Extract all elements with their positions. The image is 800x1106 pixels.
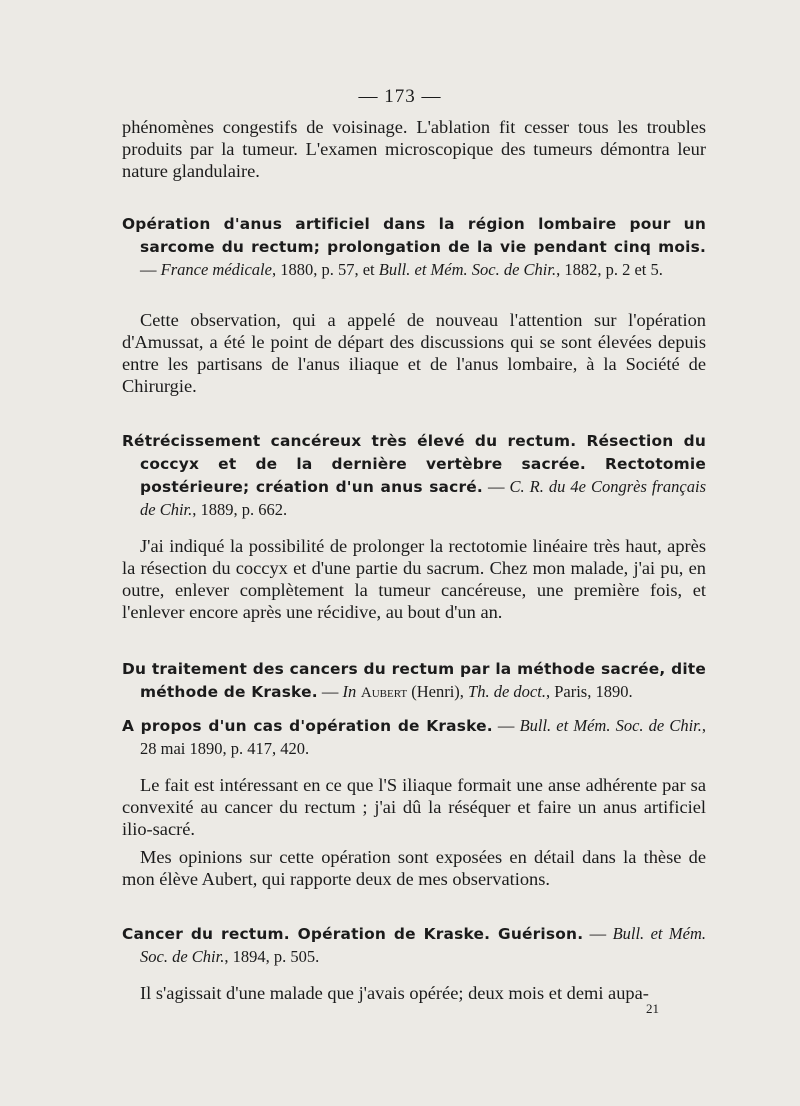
page-number: — 173 — [358,86,442,107]
bibliography-entry: Du traitement des cancers du rectum par la méthode sacrée, dite méthode de Kraske. — In Aubert (Henri), Th. de doct., Paris, 1890. [122,660,706,701]
signature-mark: 21 [646,1001,659,1016]
bibliography-entry: Opération d'anus artificiel dans la région lombaire pour un sarcome du rectum; prolongation de la vie pendant cinq mois. — France médicale, 1880, p. 57, et Bull. et Mém. Soc. de Chir., 1882, p. 2 et 5. [122,215,706,279]
journal-name: France médicale [160,260,272,279]
journal-name: C. R. du 4e Congrès français de Chir. [140,477,707,519]
entry-title: Opération d'anus artificiel dans la région lombaire pour un sarcome du rectum; prolongation de la vie pendant cinq mois. [122,215,706,256]
thesis-ref: Th. de doct. [468,682,546,701]
paragraph: phénomènes congestifs de voisinage. L'ablation fit cesser tous les troubles produits par la tumeur. L'examen microscopique des tumeurs démontra leur nature glandulaire. [122,117,706,181]
entry-title: Rétrécissement cancéreux très élevé du rectum. Résection du coccyx et de la dernière vertèbre sacrée. Rectotomie postérieure; création d'un anus sacré. [122,432,706,496]
journal-name: Bull. et Mém. Soc. de Chir. [519,716,702,735]
author-name: Aubert [360,685,408,701]
paragraph: J'ai indiqué la possibilité de prolonger la rectotomie linéaire très haut, après la résection du coccyx et d'une partie du sacrum. Chez mon malade, j'ai pu, en outre, enlever complètement la tumeur cancéreuse, une première fois, et l'enlever encore après une récidive, au bout d'un an. [122,536,706,622]
paragraph: Le fait est intéressant en ce que l'S iliaque formait une anse adhérente par sa convexité au cancer du rectum ; j'ai dû la réséquer et faire un anus artificiel ilio-sacré. [122,775,706,839]
journal-name: Bull. et Mém. Soc. de Chir. [378,260,557,279]
bibliography-entry: Cancer du rectum. Opération de Kraske. Guérison. — Bull. et Mém. Soc. de Chir., 1894, p. 505. [122,924,707,966]
paragraph: Mes opinions sur cette opération sont exposées en détail dans la thèse de mon élève Aubert, qui rapporte deux de mes observations. [122,847,706,889]
page-content [122,116,706,1004]
entry-title: A propos d'un cas d'opération de Kraske. [122,717,493,735]
journal-name: Bull. et Mém. Soc. de Chir. [140,924,707,966]
bibliography-entry: Rétrécissement cancéreux très élevé du rectum. Résection du coccyx et de la dernière vertèbre sacrée. Rectotomie postérieure; création d'un anus sacré. — C. R. du 4e Congrès français de Chir., 1889, p. 662. [122,432,707,519]
bibliography-entry: A propos d'un cas d'opération de Kraske. — Bull. et Mém. Soc. de Chir., 28 mai 1890, p. 417, 420. [122,716,707,758]
paragraph: Cette observation, qui a appelé de nouveau l'attention sur l'opération d'Amussat, a été le point de départ des discussions qui se sont élevées depuis entre les partisans de l'anus iliaque et de l'anus lombaire, à la Société de Chirurgie. [122,310,706,396]
entry-title: Du traitement des cancers du rectum par la méthode sacrée, dite méthode de Kraske. [122,660,706,701]
entry-title: Cancer du rectum. Opération de Kraske. Guérison. [122,925,584,943]
paragraph: Il s'agissait d'une malade que j'avais opérée; deux mois et demi aupa- [140,983,649,1003]
